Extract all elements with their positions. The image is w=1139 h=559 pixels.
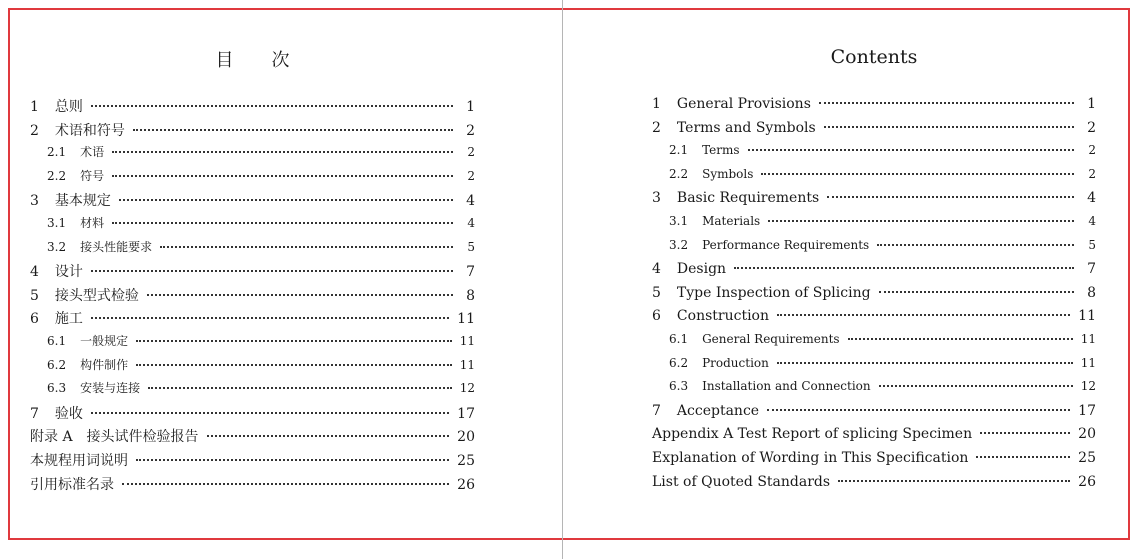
toc-entry-label: 引用标准名录 — [30, 476, 114, 493]
toc-entry-label: Appendix A Test Report of splicing Specimen — [652, 426, 973, 443]
toc-entry-label: 接头性能要求 — [80, 239, 153, 254]
dot-leader — [976, 456, 1070, 458]
dot-leader — [91, 105, 453, 107]
toc-entry[interactable] — [30, 214, 475, 236]
dot-leader — [734, 267, 1074, 269]
dot-leader — [160, 246, 453, 248]
toc-entry-page-number: 1 — [466, 99, 475, 115]
toc-entry-page-number: 12 — [459, 381, 475, 396]
toc-entry-label: Type Inspection of Splicing — [676, 284, 871, 301]
toc-entry-page-number: 7 — [1087, 261, 1096, 278]
toc-entry[interactable] — [30, 190, 475, 212]
toc-entry-label: Design — [676, 261, 727, 278]
toc-entry-page-number: 2 — [467, 168, 475, 183]
toc-entry[interactable] — [652, 167, 1096, 189]
toc-entry-label: 施工 — [54, 311, 83, 328]
toc-entry-label: Acceptance — [676, 402, 760, 419]
toc-entry-number: 3.2 — [669, 237, 689, 252]
dot-leader — [761, 173, 1074, 175]
toc-entry-page-number: 2 — [1088, 143, 1096, 158]
toc-entry-number: 2.2 — [47, 168, 67, 183]
toc-entry[interactable] — [30, 261, 475, 283]
toc-entry-label: Installation and Connection — [702, 379, 871, 394]
chinese-toc-page — [30, 0, 475, 559]
toc-entry[interactable] — [652, 190, 1096, 212]
toc-entry[interactable] — [652, 285, 1096, 307]
toc-entry-number: 3 — [652, 190, 661, 207]
dot-leader — [91, 317, 449, 319]
toc-entry-page-number: 11 — [1080, 355, 1096, 370]
toc-entry-label: Terms — [702, 143, 740, 158]
toc-entry-number: 4 — [652, 261, 661, 278]
toc-entry-number: 3.1 — [47, 216, 67, 230]
toc-entry-number: 4 — [30, 264, 39, 281]
toc-entry-number: 6.3 — [47, 381, 67, 396]
toc-entry-page-number: 11 — [1080, 332, 1096, 346]
dot-leader — [207, 435, 450, 437]
toc-entry[interactable] — [30, 96, 475, 118]
toc-entry-number: 3 — [30, 193, 39, 210]
toc-entry-label: 验收 — [54, 405, 83, 422]
toc-entry[interactable] — [652, 332, 1096, 354]
toc-entry[interactable] — [652, 379, 1096, 401]
toc-entry-page-number: 2 — [466, 122, 475, 139]
toc-entry[interactable] — [30, 356, 475, 378]
dot-leader — [136, 340, 452, 342]
dot-leader — [980, 432, 1070, 434]
dot-leader — [824, 126, 1074, 128]
toc-entry[interactable] — [30, 426, 475, 448]
toc-entry[interactable] — [652, 214, 1096, 236]
toc-entry-page-number: 20 — [1078, 426, 1096, 443]
toc-entry-page-number: 4 — [467, 216, 475, 230]
toc-entry[interactable] — [30, 403, 475, 425]
dot-leader — [122, 483, 449, 485]
dot-leader — [91, 412, 449, 414]
toc-entry-number: 7 — [30, 405, 39, 422]
toc-entry-label: 基本规定 — [54, 193, 111, 210]
toc-entry-label: 接头型式检验 — [54, 287, 139, 304]
toc-entry-label: 设计 — [54, 264, 83, 281]
toc-entry-page-number: 20 — [457, 429, 475, 446]
dot-leader — [768, 220, 1074, 222]
toc-entry-label: Production — [702, 355, 769, 370]
dot-leader — [819, 102, 1074, 104]
toc-entry-page-number: 4 — [1087, 190, 1096, 207]
toc-entry[interactable] — [30, 308, 475, 330]
toc-entry[interactable] — [652, 450, 1096, 472]
toc-entry-number: 7 — [652, 402, 661, 419]
toc-entry-page-number: 12 — [1080, 379, 1096, 394]
toc-entry-label: Terms and Symbols — [676, 119, 816, 136]
toc-entry[interactable] — [652, 96, 1096, 118]
toc-entry[interactable] — [652, 474, 1096, 496]
dot-leader — [136, 364, 452, 366]
toc-entry-number: 3.1 — [669, 214, 689, 228]
toc-entry[interactable] — [652, 120, 1096, 142]
toc-entry-page-number: 25 — [1078, 450, 1096, 466]
toc-entry-page-number: 11 — [459, 334, 475, 348]
dot-leader — [91, 270, 453, 272]
toc-entry-page-number: 17 — [457, 405, 475, 422]
dot-leader — [112, 175, 453, 177]
dot-leader — [877, 244, 1074, 246]
dot-leader — [119, 199, 453, 201]
toc-entry[interactable] — [30, 474, 475, 496]
dot-leader — [147, 294, 453, 296]
dot-leader — [777, 314, 1070, 316]
toc-entry[interactable] — [652, 403, 1096, 425]
dot-leader — [879, 291, 1074, 293]
toc-entry[interactable] — [652, 238, 1096, 260]
toc-entry-label: 符号 — [80, 168, 105, 183]
toc-entry-number: 2.1 — [669, 143, 689, 158]
toc-entry[interactable] — [30, 120, 475, 142]
toc-entry-number: 6.3 — [669, 379, 689, 394]
toc-entry-page-number: 11 — [459, 357, 475, 372]
toc-entry-label: Materials — [702, 214, 761, 228]
toc-entry-number: 2 — [30, 122, 39, 139]
toc-entry-page-number: 11 — [457, 311, 475, 328]
toc-entry-label: General Requirements — [702, 332, 840, 346]
toc-entry-number: 6 — [30, 311, 39, 328]
toc-entry[interactable] — [652, 356, 1096, 378]
toc-entry-page-number: 26 — [457, 476, 475, 493]
dot-leader — [838, 480, 1070, 482]
dot-leader — [112, 151, 453, 153]
toc-entry[interactable] — [30, 285, 475, 307]
toc-entry[interactable] — [652, 308, 1096, 330]
toc-entry-number: 6.1 — [47, 334, 67, 348]
toc-entry-label: 附录 A 接头试件检验报告 — [30, 429, 199, 446]
toc-entry-number: 6.2 — [47, 357, 67, 372]
toc-entry-label: General Provisions — [676, 96, 811, 112]
dot-leader — [148, 387, 452, 389]
toc-entry-label: 术语 — [80, 145, 105, 160]
toc-entry-label: Performance Requirements — [702, 237, 870, 252]
toc-entry-page-number: 5 — [467, 239, 475, 254]
toc-entry-number: 6 — [652, 308, 661, 325]
toc-entry[interactable] — [30, 238, 475, 260]
toc-entry-label: List of Quoted Standards — [652, 473, 831, 490]
toc-entry-number: 5 — [652, 284, 661, 301]
toc-entry-page-number: 25 — [457, 453, 475, 469]
toc-entry-number: 3.2 — [47, 239, 67, 254]
toc-entry-number: 2.2 — [669, 166, 689, 181]
page-title: 目次 — [215, 50, 328, 71]
dot-leader — [748, 149, 1074, 151]
toc-entry-number: 5 — [30, 287, 39, 304]
dot-leader — [767, 409, 1070, 411]
toc-entry-label: 总则 — [54, 99, 83, 115]
toc-entry-page-number: 17 — [1078, 402, 1096, 419]
dot-leader — [136, 459, 449, 461]
toc-entry[interactable] — [30, 167, 475, 189]
toc-entry[interactable] — [30, 450, 475, 472]
dot-leader — [112, 222, 453, 224]
toc-entry-label: 安装与连接 — [80, 381, 141, 396]
dot-leader — [777, 362, 1073, 364]
toc-entry-page-number: 8 — [1087, 284, 1096, 301]
toc-entry-number: 6.1 — [669, 332, 689, 346]
toc-entry[interactable] — [652, 143, 1096, 165]
toc-entry-page-number: 5 — [1088, 237, 1096, 252]
page-title: Contents — [830, 46, 918, 68]
toc-entry-number: 6.2 — [669, 355, 689, 370]
toc-entry-page-number: 7 — [466, 264, 475, 281]
toc-entry-page-number: 2 — [1088, 166, 1096, 181]
toc-entry-label: 本规程用词说明 — [30, 453, 128, 469]
toc-entry-label: Explanation of Wording in This Specification — [652, 450, 969, 466]
toc-entry-number: 2 — [652, 119, 661, 136]
toc-entry-label: Construction — [676, 308, 769, 325]
toc-entry-page-number: 1 — [1087, 96, 1096, 112]
toc-entry-page-number: 2 — [1087, 119, 1096, 136]
toc-entry-label: Basic Requirements — [676, 190, 820, 207]
toc-entry-number: 1 — [30, 99, 39, 115]
page-divider — [562, 0, 563, 559]
dot-leader — [827, 196, 1074, 198]
toc-entry[interactable] — [30, 143, 475, 165]
dot-leader — [848, 338, 1073, 340]
toc-entry[interactable] — [30, 332, 475, 354]
dot-leader — [133, 129, 453, 131]
toc-entry-page-number: 2 — [467, 145, 475, 160]
toc-entry-label: 构件制作 — [80, 357, 129, 372]
toc-entry[interactable] — [652, 426, 1096, 448]
toc-entry[interactable] — [652, 261, 1096, 283]
toc-entry-label: 术语和符号 — [54, 122, 125, 139]
english-toc-page — [652, 0, 1096, 559]
toc-entry-number: 1 — [652, 96, 661, 112]
dot-leader — [879, 385, 1073, 387]
toc-entry-page-number: 4 — [1088, 214, 1096, 228]
toc-entry-label: 一般规定 — [80, 334, 129, 348]
toc-entry-label: 材料 — [80, 216, 105, 230]
toc-entry[interactable] — [30, 379, 475, 401]
toc-entry-page-number: 26 — [1078, 473, 1096, 490]
toc-entry-page-number: 11 — [1078, 308, 1096, 325]
toc-entry-label: Symbols — [702, 166, 754, 181]
toc-entry-number: 2.1 — [47, 145, 67, 160]
toc-entry-page-number: 4 — [466, 193, 475, 210]
toc-entry-page-number: 8 — [466, 287, 475, 304]
